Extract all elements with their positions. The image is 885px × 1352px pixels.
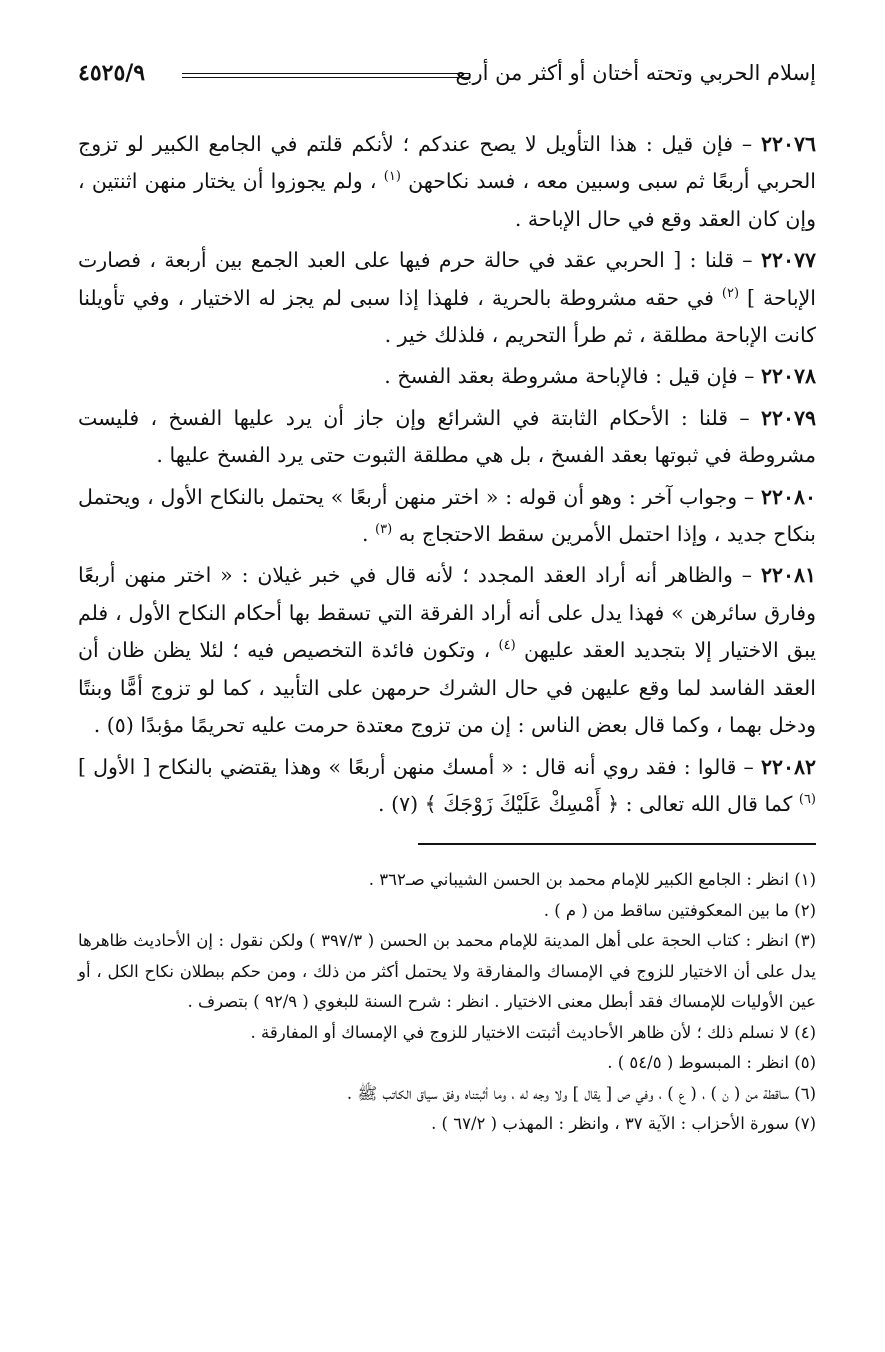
paragraph [78, 749, 816, 824]
paragraph-number: ٢٢٠٨١ [760, 563, 816, 588]
footnote-ref: (١) [383, 169, 401, 185]
paragraph [78, 126, 816, 238]
footnote: (٦) ساقطة من ( ن ) ، ( ع ) ، وفي ص [ يقال ] ولا وجه له ، وما أثبتناه وفق سياق الكاتب ﷺ . [346, 1083, 816, 1103]
paragraph [78, 400, 816, 475]
footnotes [78, 865, 816, 1140]
paragraph-number: ٢٢٠٧٩ [760, 405, 816, 430]
paragraph [78, 557, 816, 744]
paragraph-number: ٢٢٠٧٧ [760, 248, 816, 273]
header-rule [182, 73, 470, 78]
paragraph [78, 479, 816, 554]
paragraph-text: – والظاهر أنه أراد العقد المجدد ؛ لأنه قال في خبر غيلان : « اختر منهن أربعًا وفارق سائرهن » فهذا يدل على أنه أراد الفرقة التي تسقط بها أحكام النكاح الأول ، فلم يبق الاختيار إلا بتجديد العقد عليهن [78, 563, 816, 663]
paragraph [78, 242, 816, 354]
paragraph-text-tail: كما قال الله تعالى : ﴿ أَمْسِكْ عَلَيْكَ زَوْجَكَ ﴾ (٧) . [378, 791, 799, 816]
paragraph-number: ٢٢٠٨٢ [760, 754, 816, 779]
footnote: (٤) لا نسلم ذلك ؛ لأن ظاهر الأحاديث أثبتت الاختيار للزوج في الإمساك أو المفارقة . [250, 1022, 816, 1042]
footnote: (١) انظر : الجامع الكبير للإمام محمد بن الحسن الشيباني صـ٣٦٢ . [368, 870, 816, 890]
header-title: إسلام الحربي وتحته أختان أو أكثر من أربع [455, 61, 816, 85]
footnote-ref: (٤) [498, 638, 516, 654]
paragraph-text: – فإن قيل : هذا التأويل لا يصح عندكم ؛ لأنكم قلتم في الجامع الكبير لو تزوج الحربي أربعًا ثم سبى وسبين معه ، فسد نكاحهن [78, 132, 817, 194]
paragraph-number: ٢٢٠٧٦ [760, 132, 816, 156]
footnote: (٣) انظر : كتاب الحجة على أهل المدينة للإمام محمد بن الحسن ( ٣٩٧/٣ ) ولكن نقول : إن الأحاديث ظاهرها يدل على أن الاختيار للزوج في الإمساك والمفارقة ولا يحتمل أكثر من ذلك ، ومن حكم ببطلان نكاح الكل ، أو عين الأوليات للإمساك فقد أبطل معنى الاختيار . انظر : شرح السنة للبغوي ( ٩٢/٩ ) بتصرف . [78, 931, 817, 1012]
paragraph-text: – فإن قيل : فالإباحة مشروطة بعقد الفسخ . [384, 364, 761, 389]
paragraph-text-tail: ، ولم يجوزوا أن يختار منهن اثنتين ، وإن كان العقد وقع في حال الإباحة . [78, 169, 816, 231]
footnote: (٧) سورة الأحزاب : الآية ٣٧ ، وانظر : المهذب ( ٦٧/٢ ) . [431, 1114, 816, 1134]
paragraph-number: ٢٢٠٧٨ [760, 364, 816, 389]
page-number: ٤٥٢٥/٩ [78, 60, 146, 86]
paragraph [78, 358, 816, 395]
footnote: (٢) ما بين المعكوفتين ساقط من ( م ) . [543, 900, 816, 920]
paragraph-text: – وجواب آخر : وهو أن قوله : « اختر منهن أربعًا » يحتمل بالنكاح الأول ، ويحتمل بنكاح جديد ، وإذا احتمل الأمرين سقط الاحتجاج به [78, 484, 816, 547]
running-header [78, 58, 816, 88]
main-text [78, 126, 816, 823]
paragraph-text-tail: . [361, 522, 375, 547]
paragraph-text-tail: ، وتكون فائدة التخصيص فيه ؛ لئلا يظن ظان أن العقد الفاسد لما وقع عليهن في حال الشرك حرمهن على التأبيد ، كما لو تزوج أمًّا وبنتًا ودخل بهما ، وكما قال بعض الناس : إن من تزوج معتدة حرمت عليه تحريمًا مؤبدًا (٥) . [78, 638, 816, 738]
paragraph-text: – قالوا : فقد روي أنه قال : « أمسك منهن أربعًا » وهذا يقتضي بالنكاح [ الأول ] [78, 754, 761, 779]
paragraph-text: – قلنا : الأحكام الثابتة في الشرائع وإن جاز أن يرد عليها الفسخ ، فليست مشروطة في ثبوتها بعقد الفسخ ، بل هي مطلقة الثبوت حتى يرد الفسخ عليها . [78, 405, 816, 468]
paragraph-number: ٢٢٠٨٠ [760, 484, 816, 509]
footnote-ref: (٢) [721, 285, 740, 301]
paragraph-text: – قلنا : [ الحربي عقد في حالة حرم فيها على العبد الجمع بين أربعة ، فصارت الإباحة ] [78, 248, 816, 310]
footnote: (٥) انظر : المبسوط ( ٥٤/٥ ) . [607, 1053, 816, 1073]
page [78, 58, 816, 1140]
paragraph-text-tail: في حقه مشروطة بالحرية ، فلهذا إذا سبى لم يجز له الاختيار ، وفي تأويلنا كانت الإباحة مطلقة ، ثم طرأ التحريم ، فلذلك خير . [78, 285, 816, 348]
footnote-ref: (٣) [375, 522, 393, 538]
footnote-separator [418, 843, 816, 845]
footnote-ref: (٦) [798, 792, 816, 808]
